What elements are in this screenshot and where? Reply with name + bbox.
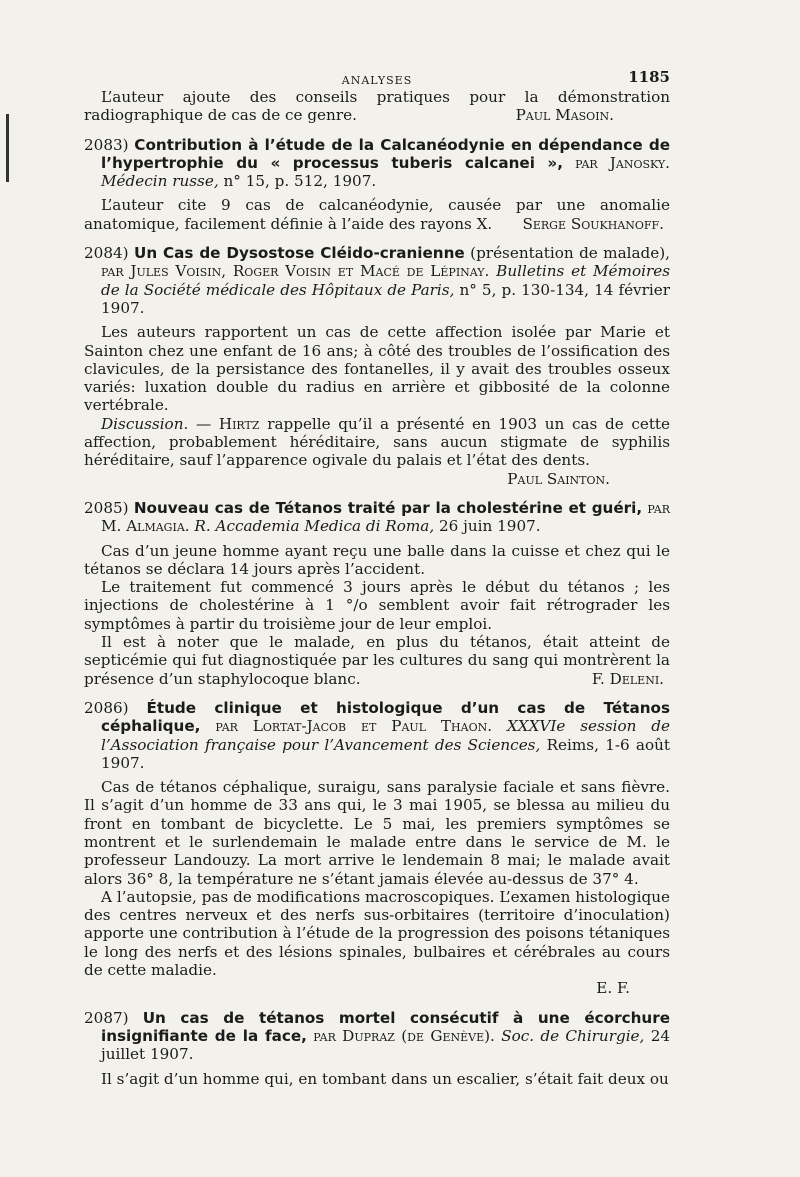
intro-text: L’auteur ajoute des conseils pratiques pour la démonstration radiographique de cas de ce genre. — [84, 88, 670, 125]
entry-paragraph: Cas d’un jeune homme ayant reçu une balle dans la cuisse et chez qui le tétanos se déclara 14 jours après l’accident. — [84, 541, 670, 578]
entry-heading — [84, 244, 670, 317]
entry-ref: n° 15, p. 512, 1907. — [223, 172, 377, 191]
entry-source: R. Accademia Medica di Roma, — [194, 517, 435, 536]
entry-authors: par M. Almagia. — [101, 498, 670, 536]
intro-paragraph — [84, 88, 670, 125]
entry-2086 — [84, 699, 670, 998]
entry-signature: Serge Soukhanoff. — [522, 214, 664, 233]
discussion-paragraph — [84, 415, 670, 470]
entry-number: 2085) — [84, 498, 129, 517]
running-head: ANALYSES — [341, 74, 413, 87]
entry-authors: par Lortat-Jacob et Paul Thaon. — [215, 717, 493, 736]
entry-signature: F. Deleni. — [591, 669, 664, 688]
entry-ref: 26 juin 1907. — [439, 517, 541, 536]
entry-title: Étude clinique et histologique d’un cas de Tétanos céphalique, — [101, 698, 670, 736]
entry-2083 — [84, 136, 670, 233]
discussion-name: Hirtz — [218, 414, 260, 433]
entry-paragraph: Il s’agit d’un homme qui, en tombant dans un escalier, s’était fait deux ou — [101, 1069, 669, 1088]
entry-2084 — [84, 244, 670, 488]
page-number: 1185 — [628, 68, 670, 86]
entry-heading — [84, 1009, 670, 1064]
entry-authors: par Janosky. — [575, 153, 671, 172]
entry-2085 — [84, 499, 670, 688]
entry-signature: E. F. — [596, 979, 630, 998]
paragraph-text: L’auteur cite 9 cas de calcanéodynie, causée par une anomalie anatomique, facilement définie à l’aide des rayons X. — [84, 196, 670, 233]
entry-ref: n° 5, p. 130-134, 14 février 1907. — [101, 280, 671, 317]
entry-source: Médecin russe, — [101, 172, 219, 191]
entry-title: Un cas de tétanos mortel consécutif à une écorchure insignifiante de la face, — [101, 1008, 670, 1045]
entry-heading — [84, 699, 670, 772]
entry-heading — [84, 499, 670, 536]
entry-paragraph — [84, 196, 670, 233]
entry-authors: par Dupraz (de Genève). — [313, 1026, 495, 1045]
entry-heading — [84, 136, 670, 191]
margin-mark — [6, 114, 9, 182]
page-content — [84, 64, 670, 1088]
entry-ref: 24 juillet 1907. — [101, 1026, 671, 1064]
entry-source: Soc. de Chirurgie, — [501, 1026, 645, 1045]
entry-signature: Paul Sainton. — [507, 469, 610, 488]
entry-paragraph: Le traitement fut commencé 3 jours après le début du tétanos ; les injections de cholestérine à 1 °/o semblent avoir fait rétrograder les symptômes à partir du troisième jour de leur emploi. — [84, 578, 670, 633]
entry-title: Un Cas de Dysostose Cléido-cranienne — [134, 244, 465, 263]
entry-paragraph: Les auteurs rapportent un cas de cette affection isolée par Marie et Sainton chez une enfant de 16 ans; à côté des troubles de l’ossification des clavicules, de la persistance des fontanelles, il y avait des troubles osseux variés: luxation double du radius en arrière et gibbosité de la colonne vertébrale. — [84, 323, 670, 415]
paragraph-text: Il est à noter que le malade, en plus du tétanos, était atteint de septicémie qui fut diagnostiquée par les cultures du sang qui montrèrent la présence d’un staphylocoque blanc. — [84, 633, 670, 688]
entry-title: Contribution à l’étude de la Calcanéodynie en dépendance de l’hypertrophie du « processus tuberis calcanei », — [101, 135, 670, 172]
entry-paragraph — [84, 633, 670, 688]
entry-source: XXXVIe session de l’Association française pour l’Avancement des Sciences, — [101, 717, 670, 754]
entry-source: Bulletins et Mémoires de la Société médicale des Hôpitaux de Paris, — [101, 262, 670, 299]
discussion-label: Discussion. — — [101, 414, 212, 433]
entry-paragraph: A l’autopsie, pas de modifications macroscopiques. L’examen histologique des centres nerveux et des nerfs sus-orbitaires (territoire d’inoculation) apporte une contribution à l’étude de la progression des poisons tétaniques le long des nerfs et des lésions spinales, bulbaires et cérébrales au cours de cette maladie. — [84, 887, 670, 980]
page-header — [84, 64, 670, 86]
entry-number: 2087) — [84, 1008, 129, 1027]
entry-number: 2086) — [84, 698, 129, 717]
entry-number: 2084) — [84, 244, 129, 263]
discussion-text: rappelle qu’il a présenté en 1903 un cas de cette affection, probablement héréditaire, sans aucun stigmate de syphilis héréditaire, sauf l’apparence ogivale du palais et l’état des dents. — [84, 414, 671, 470]
entry-subtitle: (présentation de malade), — [470, 244, 671, 263]
entry-2087 — [84, 1009, 670, 1088]
entry-ref: Reims, 1-6 août 1907. — [101, 735, 671, 772]
entry-title: Nouveau cas de Tétanos traité par la cholestérine et guéri, — [133, 498, 643, 517]
intro-signature: Paul Masoin. — [515, 106, 614, 125]
entry-number: 2083) — [84, 135, 129, 154]
entry-paragraph: Cas de tétanos céphalique, suraigu, sans paralysie faciale et sans fièvre. Il s’agit d’un homme de 33 ans qui, le 3 mai 1905, se blessa au milieu du front en tombant de bicyclette. Le 5 mai, les premiers symptômes se montrent et le surlendemain le malade entre dans le service de M. le professeur Landouzy. La mort arrive le lendemain 8 mai; le malade avait alors 36° 8, la température ne s’étant jamais élevée au-dessus de 37° 4. — [84, 778, 670, 888]
entry-authors: par Jules Voisin, Roger Voisin et Macé de Lépinay. — [101, 262, 490, 281]
